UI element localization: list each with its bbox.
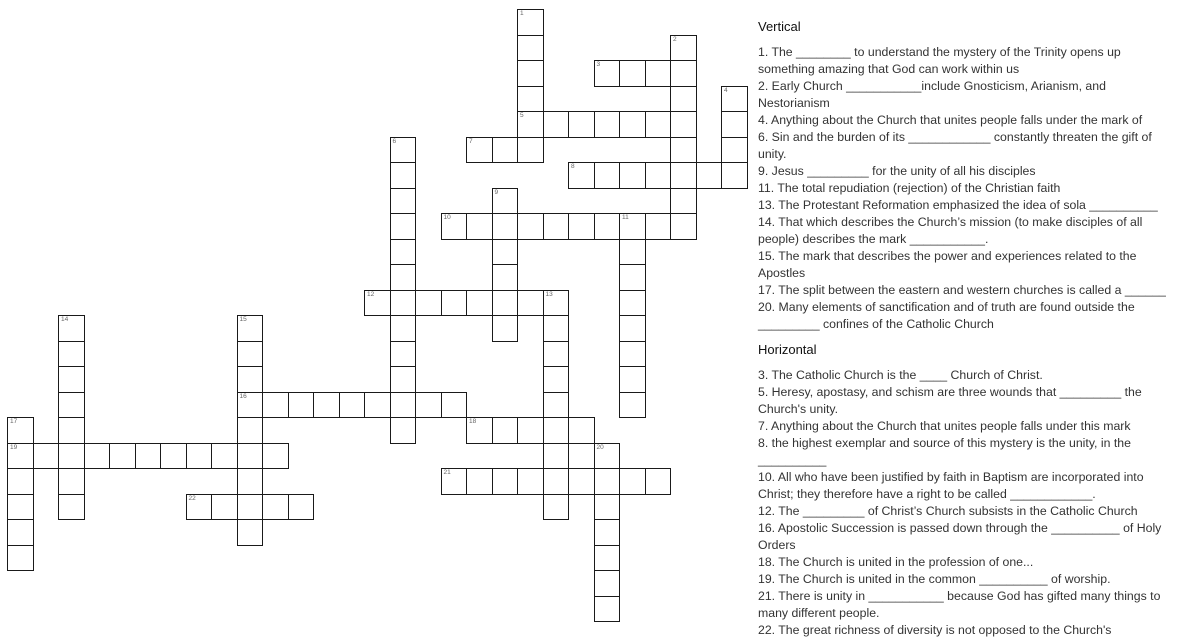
cell-number: 15: [239, 316, 247, 323]
grid-cell[interactable]: [390, 213, 417, 240]
grid-cell[interactable]: [390, 366, 417, 393]
grid-cell[interactable]: [237, 392, 264, 419]
clue-vertical: 17. The split between the eastern and western churches is called a ______: [758, 283, 1166, 297]
grid-cell[interactable]: [364, 290, 391, 317]
grid-cell[interactable]: [33, 443, 60, 470]
cell-number: 12: [367, 290, 375, 298]
grid-cell[interactable]: [619, 264, 646, 291]
clue-vertical: 9. Jesus _________ for the unity of all his disciples: [758, 164, 1036, 178]
cell-number: 8: [571, 163, 575, 170]
grid-cell[interactable]: [594, 162, 621, 189]
grid-cell[interactable]: [517, 60, 544, 87]
grid-cell[interactable]: [186, 494, 213, 521]
cell-number: 1: [520, 10, 524, 17]
grid-cell[interactable]: [466, 417, 493, 444]
grid-cell[interactable]: [594, 494, 621, 521]
grid-cell[interactable]: [339, 392, 366, 419]
grid-cell[interactable]: [237, 519, 264, 546]
grid-cell[interactable]: [619, 290, 646, 317]
grid-cell[interactable]: [594, 213, 621, 240]
clue-vertical: 11. The total repudiation (rejection) of the Christian faith: [758, 181, 1061, 195]
clue-vertical: 14. That which describes the Church’s mission (to make disciples of all people) describes the mark ___________.: [758, 215, 1143, 246]
cell-number: 18: [469, 418, 477, 425]
grid-cell[interactable]: [619, 392, 646, 419]
grid-cell[interactable]: [492, 417, 519, 444]
grid-cell[interactable]: [58, 366, 85, 393]
grid-cell[interactable]: [441, 213, 468, 240]
grid-cell[interactable]: [288, 392, 315, 419]
grid-cell[interactable]: [670, 137, 697, 164]
grid-cell[interactable]: [517, 137, 544, 164]
grid-cell[interactable]: [492, 188, 519, 215]
grid-cell[interactable]: [594, 468, 621, 495]
cell-number: 16: [239, 392, 247, 400]
cell-number: 9: [494, 188, 499, 196]
grid-cell[interactable]: [543, 417, 570, 444]
clue-horizontal: 8. the highest exemplar and source of this mystery is the unity, in the __________: [758, 436, 1131, 467]
grid-cell[interactable]: [670, 60, 697, 87]
grid-cell[interactable]: [594, 443, 621, 470]
grid-cell[interactable]: [58, 468, 85, 495]
grid-cell[interactable]: [619, 341, 646, 368]
grid-cell[interactable]: [160, 443, 187, 470]
grid-cell[interactable]: [415, 392, 442, 419]
grid-cell[interactable]: [441, 290, 468, 317]
grid-cell[interactable]: [7, 468, 34, 495]
grid-cell[interactable]: [7, 443, 34, 470]
grid-cell[interactable]: [58, 494, 85, 521]
grid-cell[interactable]: [517, 111, 544, 138]
grid-cell[interactable]: [492, 264, 519, 291]
grid-cell[interactable]: [7, 494, 34, 521]
grid-cell[interactable]: [466, 137, 493, 164]
grid-cell[interactable]: [670, 86, 697, 113]
grid-cell[interactable]: [390, 188, 417, 215]
cell-number: 22: [188, 494, 196, 502]
clue-vertical: 13. The Protestant Reformation emphasized the idea of sola __________: [758, 198, 1158, 212]
grid-cell[interactable]: [390, 239, 417, 266]
cell-number: 4: [724, 86, 728, 94]
clue-vertical: 2. Early Church ___________include Gnosticism, Arianism, and Nestorianism: [758, 79, 1106, 110]
clue-horizontal: 19. The Church is united in the common __________ of worship.: [758, 572, 1111, 586]
grid-cell[interactable]: [492, 315, 519, 342]
grid-cell[interactable]: [619, 162, 646, 189]
grid-cell[interactable]: [543, 392, 570, 419]
clue-horizontal: 5. Heresy, apostasy, and schism are three wounds that _________ the Church's unity.: [758, 385, 1142, 416]
grid-cell[interactable]: [721, 162, 748, 189]
grid-cell[interactable]: [492, 468, 519, 495]
grid-cell[interactable]: [390, 290, 417, 317]
grid-cell[interactable]: [288, 494, 315, 521]
horizontal-heading: Horizontal: [758, 342, 817, 357]
grid-cell[interactable]: [109, 443, 136, 470]
vertical-clue-list: [758, 44, 1173, 333]
grid-cell[interactable]: [492, 213, 519, 240]
grid-cell[interactable]: [645, 213, 672, 240]
grid-cell[interactable]: [543, 111, 570, 138]
clue-horizontal: 10. All who have been justified by faith in Baptism are incorporated into Christ; they therefore have a right to be called ____________.: [758, 470, 1144, 501]
grid-cell[interactable]: [517, 9, 544, 36]
grid-cell[interactable]: [568, 162, 595, 189]
grid-cell[interactable]: [619, 111, 646, 138]
grid-cell[interactable]: [568, 468, 595, 495]
grid-cell[interactable]: [237, 443, 264, 470]
clue-vertical: 4. Anything about the Church that unites people falls under the mark of: [758, 113, 1143, 127]
grid-cell[interactable]: [619, 213, 646, 240]
grid-cell[interactable]: [517, 86, 544, 113]
grid-cell[interactable]: [364, 392, 391, 419]
grid-cell[interactable]: [237, 341, 264, 368]
grid-cell[interactable]: [135, 443, 162, 470]
grid-cell[interactable]: [517, 417, 544, 444]
cell-number: 2: [673, 35, 677, 43]
grid-cell[interactable]: [390, 264, 417, 291]
cell-number: 21: [443, 469, 451, 476]
grid-cell[interactable]: [441, 468, 468, 495]
cell-number: 3: [596, 61, 601, 68]
grid-cell[interactable]: [619, 60, 646, 87]
grid-cell[interactable]: [619, 366, 646, 393]
grid-cell[interactable]: [543, 494, 570, 521]
grid-cell[interactable]: [262, 392, 289, 419]
grid-cell[interactable]: [211, 494, 238, 521]
cell-number: 19: [10, 443, 18, 451]
cell-number: 11: [622, 214, 629, 221]
clue-horizontal: 7. Anything about the Church that unites people falls under this mark: [758, 419, 1131, 433]
grid-cell[interactable]: [670, 188, 697, 215]
cell-number: 6: [392, 137, 397, 145]
grid-cell[interactable]: [7, 417, 34, 444]
grid-cell[interactable]: [58, 341, 85, 368]
grid-cell[interactable]: [237, 315, 264, 342]
grid-cell[interactable]: [390, 315, 417, 342]
vertical-heading: Vertical: [758, 19, 801, 34]
grid-cell[interactable]: [594, 111, 621, 138]
grid-cell[interactable]: [543, 443, 570, 470]
grid-cell[interactable]: [594, 596, 621, 623]
grid-cell[interactable]: [262, 443, 289, 470]
grid-cell[interactable]: [696, 162, 723, 189]
grid-cell[interactable]: [58, 315, 85, 342]
clue-horizontal: 12. The _________ of Christ’s Church subsists in the Catholic Church: [758, 504, 1138, 518]
grid-cell[interactable]: [262, 494, 289, 521]
cell-number: 14: [61, 316, 69, 323]
grid-cell[interactable]: [313, 392, 340, 419]
grid-cell[interactable]: [721, 137, 748, 164]
cell-number: 13: [545, 290, 553, 298]
grid-cell[interactable]: [517, 468, 544, 495]
grid-cell[interactable]: [645, 111, 672, 138]
grid-cell[interactable]: [7, 545, 34, 572]
grid-cell[interactable]: [670, 162, 697, 189]
cell-number: 20: [596, 443, 604, 451]
clue-horizontal: 3. The Catholic Church is the ____ Church of Christ.: [758, 368, 1043, 382]
grid-cell[interactable]: [543, 468, 570, 495]
grid-cell[interactable]: [594, 545, 621, 572]
grid-cell[interactable]: [7, 519, 34, 546]
grid-cell[interactable]: [645, 60, 672, 87]
grid-cell[interactable]: [670, 111, 697, 138]
grid-cell[interactable]: [84, 443, 111, 470]
grid-cell[interactable]: [568, 213, 595, 240]
grid-cell[interactable]: [466, 468, 493, 495]
grid-cell[interactable]: [390, 162, 417, 189]
grid-cell[interactable]: [492, 239, 519, 266]
grid-cell[interactable]: [237, 366, 264, 393]
clue-vertical: 6. Sin and the burden of its ____________ constantly threaten the gift of unity.: [758, 130, 1152, 161]
grid-cell[interactable]: [670, 213, 697, 240]
cell-number: 7: [469, 137, 473, 145]
clue-vertical: 1. The ________ to understand the mystery of the Trinity opens up something amazing that God can work within us: [758, 45, 1121, 76]
grid-cell[interactable]: [543, 315, 570, 342]
grid-cell[interactable]: [543, 366, 570, 393]
grid-cell[interactable]: [211, 443, 238, 470]
grid-cell[interactable]: [619, 468, 646, 495]
grid-cell[interactable]: [517, 213, 544, 240]
grid-cell[interactable]: [237, 468, 264, 495]
grid-cell[interactable]: [492, 290, 519, 317]
cell-number: 10: [443, 214, 451, 221]
grid-cell[interactable]: [466, 213, 493, 240]
grid-cell[interactable]: [721, 86, 748, 113]
grid-cell[interactable]: [568, 417, 595, 444]
grid-cell[interactable]: [237, 417, 264, 444]
grid-cell[interactable]: [492, 137, 519, 164]
horizontal-clue-list: [758, 367, 1173, 639]
clue-vertical: 20. Many elements of sanctification and of truth are found outside the _________ confines of the Catholic Church: [758, 300, 1135, 331]
grid-cell[interactable]: [390, 417, 417, 444]
grid-cell[interactable]: [594, 519, 621, 546]
grid-cell[interactable]: [237, 494, 264, 521]
grid-cell[interactable]: [186, 443, 213, 470]
clue-horizontal: 22. The great richness of diversity is not opposed to the Church's: [758, 623, 1112, 637]
grid-cell[interactable]: [619, 239, 646, 266]
grid-cell[interactable]: [543, 213, 570, 240]
grid-cell[interactable]: [543, 290, 570, 317]
grid-cell[interactable]: [390, 137, 417, 164]
grid-cell[interactable]: [594, 60, 621, 87]
grid-cell[interactable]: [619, 315, 646, 342]
grid-cell[interactable]: [645, 162, 672, 189]
grid-cell[interactable]: [58, 443, 85, 470]
grid-cell[interactable]: [466, 290, 493, 317]
grid-cell[interactable]: [415, 290, 442, 317]
grid-cell[interactable]: [543, 341, 570, 368]
clue-horizontal: 18. The Church is united in the profession of one...: [758, 555, 1034, 569]
grid-cell[interactable]: [390, 392, 417, 419]
cell-number: 17: [10, 418, 18, 425]
grid-cell[interactable]: [594, 570, 621, 597]
clue-horizontal: 16. Apostolic Succession is passed down through the __________ of Holy Orders: [758, 521, 1162, 552]
grid-cell[interactable]: [58, 392, 85, 419]
grid-cell[interactable]: [517, 35, 544, 62]
grid-cell[interactable]: [390, 341, 417, 368]
grid-cell[interactable]: [441, 392, 468, 419]
grid-cell[interactable]: [568, 111, 595, 138]
grid-cell[interactable]: [517, 290, 544, 317]
cell-number: 5: [520, 112, 524, 119]
grid-cell[interactable]: [721, 111, 748, 138]
grid-cell[interactable]: [58, 417, 85, 444]
clues-panel: [758, 18, 1173, 639]
grid-cell[interactable]: [645, 468, 672, 495]
clue-vertical: 15. The mark that describes the power and experiences related to the Apostles: [758, 249, 1137, 280]
grid-cell[interactable]: [670, 35, 697, 62]
clue-horizontal: 21. There is unity in ___________ because God has gifted many things to many different people.: [758, 589, 1161, 620]
